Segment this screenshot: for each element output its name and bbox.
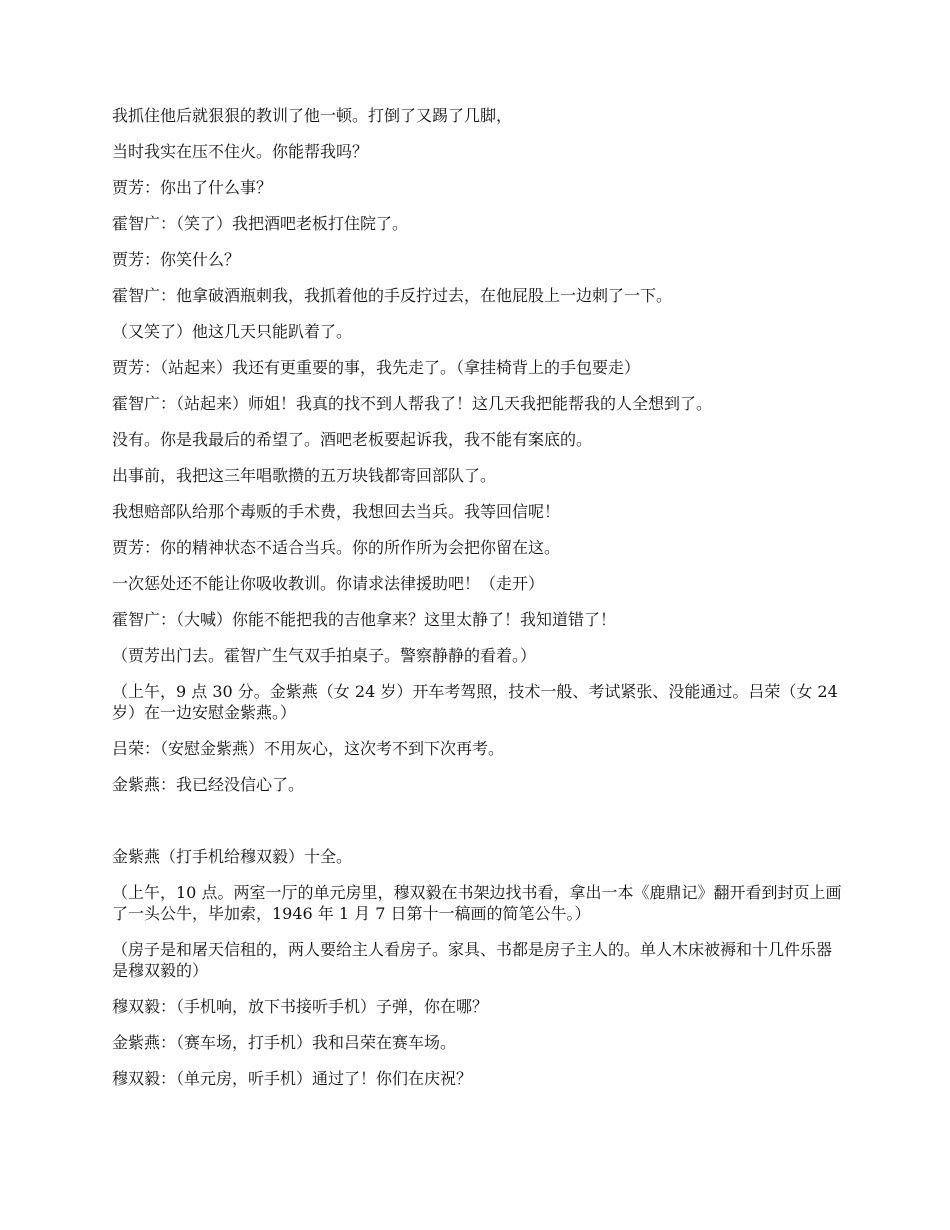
- stage-direction: （贾芳出门去。霍智广生气双手拍桌子。警察静静的看着。）: [112, 646, 537, 665]
- dialogue-line: 霍智广：他拿破酒瓶刺我，我抓着他的手反拧过去，在他屁股上一边刺了一下。: [112, 286, 673, 305]
- dialogue-line: 霍智广：（大喊）你能不能把我的吉他拿来？这里太静了！我知道错了！: [112, 610, 617, 629]
- dialogue-line: 金紫燕：我已经没信心了。: [112, 775, 305, 794]
- stage-direction: （又笑了）他这几天只能趴着了。: [112, 322, 353, 341]
- dialogue-line: 吕荣：（安慰金紫燕）不用灰心，这次考不到下次再考。: [112, 739, 505, 758]
- dialogue-line: 霍智广：（站起来）师姐！我真的找不到人帮我了！这几天我把能帮我的人全想到了。: [112, 394, 713, 413]
- dialogue-line: 霍智广：（笑了）我把酒吧老板打住院了。: [112, 214, 409, 233]
- dialogue-line: 金紫燕（打手机给穆双毅）十全。: [112, 847, 353, 866]
- stage-direction: （上午，10 点。两室一厅的单元房里，穆双毅在书架边找书看，拿出一本《鹿鼎记》翻开看到封页上画了一头公牛，毕加索，1946 年 1 月 7 日第十一稿画的简笔公牛。）: [112, 883, 842, 923]
- script-text-body: [112, 105, 847, 1104]
- paragraph: 没有。你是我最后的希望了。酒吧老板要起诉我，我不能有案底的。: [112, 430, 593, 449]
- stage-direction: （房子是和屠天信租的，两人要给主人看房子。家具、书都是房子主人的。单人木床被褥和十几件乐器是穆双毅的）: [112, 940, 833, 980]
- dialogue-line: 贾芳：你的精神状态不适合当兵。你的所作所为会把你留在这。: [112, 538, 561, 557]
- paragraph: 我想赔部队给那个毒贩的手术费，我想回去当兵。我等回信呢！: [112, 502, 561, 521]
- section-gap: [112, 810, 847, 846]
- dialogue-line: 穆双毅：（单元房，听手机）通过了！你们在庆祝？: [112, 1069, 473, 1088]
- paragraph: 我抓住他后就狠狠的教训了他一顿。打倒了又踢了几脚，: [112, 106, 513, 125]
- stage-direction: （上午，9 点 30 分。金紫燕（女 24 岁）开车考驾照，技术一般、考试紧张、没能通过。吕荣（女 24 岁）在一边安慰金紫燕。）: [112, 682, 838, 722]
- dialogue-line: 金紫燕：（赛车场，打手机）我和吕荣在赛车场。: [112, 1033, 457, 1052]
- dialogue-line: 穆双毅：（手机响，放下书接听手机）子弹，你在哪？: [112, 997, 489, 1016]
- paragraph: 当时我实在压不住火。你能帮我吗？: [112, 142, 369, 161]
- paragraph: 一次惩处还不能让你吸收教训。你请求法律援助吧！（走开）: [112, 574, 545, 593]
- dialogue-line: 贾芳：你出了什么事？: [112, 178, 273, 197]
- dialogue-line: 贾芳：（站起来）我还有更重要的事，我先走了。（拿挂椅背上的手包要走）: [112, 358, 641, 377]
- dialogue-line: 贾芳：你笑什么？: [112, 250, 241, 269]
- paragraph: 出事前，我把这三年唱歌攒的五万块钱都寄回部队了。: [112, 466, 497, 485]
